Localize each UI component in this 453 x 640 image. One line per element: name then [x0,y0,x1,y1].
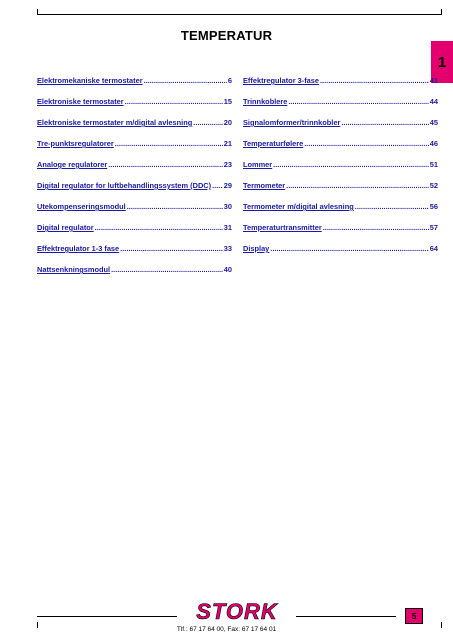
toc-leader-dots [144,76,227,85]
toc-entry[interactable] [37,118,232,139]
page-title: TEMPERATUR [180,28,273,43]
footer-contact: Tlf.: 67 17 64 00, Fax: 67 17 64 01 [176,626,277,633]
toc-entry[interactable] [37,265,232,286]
toc-leader-dots [355,202,429,211]
toc-entry-label[interactable]: Digital regulator [37,223,94,232]
toc-entry[interactable] [243,139,438,160]
toc-entry[interactable] [243,181,438,202]
toc-leader-dots [127,202,223,211]
toc-entry[interactable] [37,76,232,97]
toc-leader-dots [212,181,223,190]
toc-entry[interactable] [37,160,232,181]
toc-entry-page: 23 [223,160,232,169]
toc-entry-label[interactable]: Display [243,244,270,253]
toc-entry[interactable] [37,244,232,265]
toc-entry[interactable] [243,202,438,223]
toc-entry[interactable] [243,160,438,181]
toc-leader-dots [115,139,223,148]
toc-leader-dots [323,223,429,232]
toc-entry[interactable] [243,118,438,139]
toc-entry-label[interactable]: Tre-punktsregulatorer [37,139,114,148]
toc-leader-dots [320,76,429,85]
toc-leader-dots [120,244,223,253]
toc-entry-page: 33 [223,244,232,253]
toc-entry[interactable] [37,97,232,118]
toc-entry-label[interactable]: Utekompenseringsmodul [37,202,126,211]
toc-entry[interactable] [37,139,232,160]
toc-entry-page: 57 [429,223,438,232]
toc-entry-label[interactable]: Nattsenkningsmodul [37,265,111,274]
toc-leader-dots [273,160,429,169]
stork-logo [180,599,294,623]
toc-entry-label[interactable]: Temperaturfølere [243,139,304,148]
toc-entry-page: 21 [223,139,232,148]
toc-entry-page: 40 [223,265,232,274]
toc-entry[interactable] [37,202,232,223]
toc-leader-dots [193,118,223,127]
toc-entry-page: 31 [223,223,232,232]
toc-leader-dots [270,244,428,253]
toc-entry-label[interactable]: Lommer [243,160,273,169]
toc-entry-label[interactable]: Effektregulator 3-fase [243,76,319,85]
toc-entry-page: 52 [429,181,438,190]
page-number: 5 [405,608,423,624]
toc-column-left [37,76,232,286]
toc-leader-dots [286,181,429,190]
toc-entry-page: 29 [223,181,232,190]
toc-entry-page: 30 [223,202,232,211]
toc-entry-page: 20 [223,118,232,127]
toc-entry-page: 41 [429,76,438,85]
toc-entry-page: 45 [429,118,438,127]
toc-entry-page: 44 [429,97,438,106]
toc-leader-dots [304,139,429,148]
toc-leader-dots [111,265,223,274]
toc-entry-label[interactable]: Elektroniske termostater [37,97,124,106]
toc-entry-label[interactable]: Termometer [243,181,286,190]
toc-entry-label[interactable]: Elektroniske termostater m/digital avlesning [37,118,193,127]
toc-leader-dots [95,223,223,232]
logo-text: STORK [196,599,278,623]
toc-entry-label[interactable]: Effektregulator 1-3 fase [37,244,120,253]
toc-entry-label[interactable]: Termometer m/digital avlesning [243,202,354,211]
toc-column-right [243,76,438,265]
footer-rule-left [37,616,177,617]
toc-leader-dots [288,97,428,106]
toc-entry[interactable] [37,223,232,244]
toc-entry-label[interactable]: Trinnkoblere [243,97,288,106]
toc-entry-label[interactable]: Elektromekaniske termostater [37,76,143,85]
toc-entry-page: 56 [429,202,438,211]
toc-leader-dots [125,97,223,106]
toc-entry-label[interactable]: Analoge regulatorer [37,160,108,169]
toc-entry-page: 64 [429,244,438,253]
toc-entry-label[interactable]: Digital regulator for luftbehandlingssystem (DDC) [37,181,212,190]
toc-entry[interactable] [243,97,438,118]
toc-entry-page: 15 [223,97,232,106]
toc-entry[interactable] [243,76,438,97]
header-rule [37,14,442,15]
toc-entry-label[interactable]: Temperaturtransmitter [243,223,322,232]
toc-entry[interactable] [243,223,438,244]
toc-leader-dots [341,118,428,127]
toc-entry-page: 51 [429,160,438,169]
toc-entry-label[interactable]: Signalomformer/trinnkobler [243,118,341,127]
toc-entry-page: 46 [429,139,438,148]
chapter-tab: 1 [431,41,453,83]
toc-leader-dots [108,160,223,169]
toc-entry-page: 6 [227,76,232,85]
toc-entry[interactable] [37,181,232,202]
toc-entry[interactable] [243,244,438,265]
footer-rule-right [296,616,396,617]
